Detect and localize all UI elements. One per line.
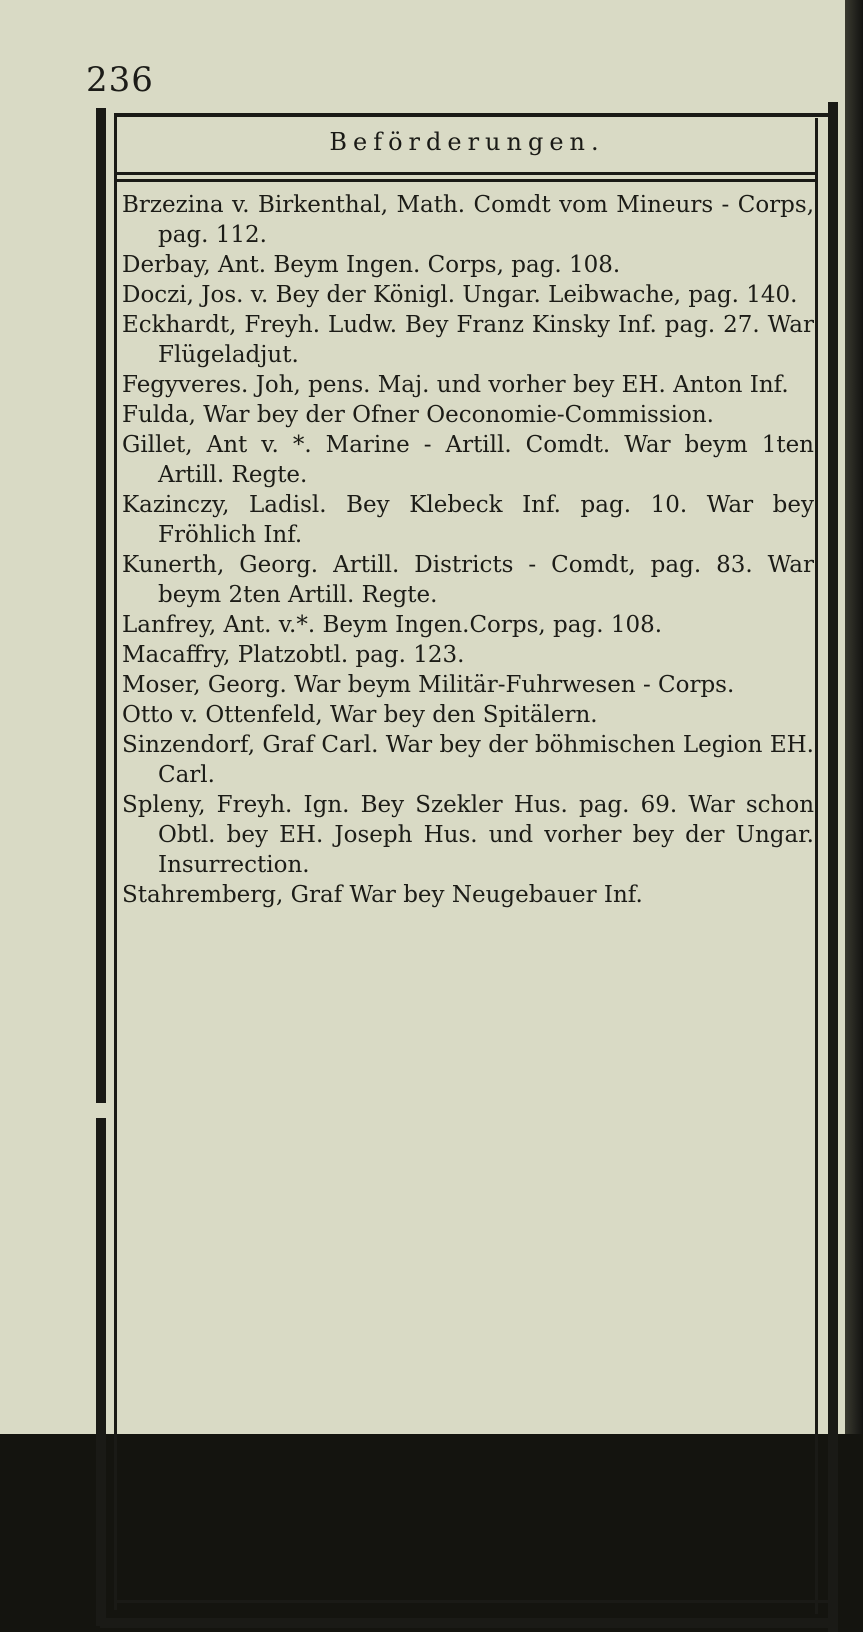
entry-text: Artill. Districts - Comdt, pag. 83. War beym 2ten Artill. Regte. (158, 552, 815, 608)
entry-text: Beym Ingen. Corps, pag. 108. (273, 252, 621, 278)
entry-name: Brzezina v. Birkenthal, (122, 192, 389, 218)
list-item (122, 880, 814, 910)
list-item (122, 310, 814, 370)
book-gutter-edge (845, 0, 863, 1434)
entry-text: War bey den Spitälern. (329, 702, 598, 728)
section-heading: Beförderungen. (329, 128, 605, 156)
entry-text: pens. Maj. und vorher bey EH. Anton Inf. (308, 372, 789, 398)
heading-rule-upper (117, 172, 817, 175)
entry-text: Platzobtl. pag. 123. (237, 642, 465, 668)
frame-bottom-thick-rule (100, 1618, 838, 1628)
list-item (122, 250, 814, 280)
entry-text: War beym Militär-Fuhrwesen - Corps. (294, 672, 735, 698)
entry-text: Bey Franz Kinsky Inf. pag. 27. War Flügeladjut. (158, 312, 815, 368)
entry-text: Bey der Königl. Ungar. Leibwache, pag. 140. (275, 282, 798, 308)
list-item (122, 490, 814, 550)
entry-name: Moser, Georg. (122, 672, 287, 698)
list-item (122, 670, 814, 700)
list-item (122, 190, 814, 250)
entry-name: Gillet, Ant v. *. (122, 432, 312, 458)
entry-list (122, 190, 814, 910)
frame-outer-left-lower (96, 1118, 106, 1626)
entry-name: Spleny, Freyh. Ign. (122, 792, 350, 818)
frame-outer-right (828, 102, 838, 1632)
entry-name: Stahremberg, Graf (122, 882, 343, 908)
entry-name: Doczi, Jos. v. (122, 282, 269, 308)
entry-name: Macaffry, (122, 642, 231, 668)
list-item (122, 400, 814, 430)
entry-text: Marine - Artill. Comdt. War beym 1ten Artill. Regte. (158, 432, 814, 488)
list-item (122, 280, 814, 310)
list-item (122, 790, 814, 880)
entry-name: Kunerth, Georg. (122, 552, 319, 578)
entry-text: War bey der böhmischen Legion EH. Carl. (158, 732, 814, 788)
entry-name: Eckhardt, Freyh. Ludw. (122, 312, 398, 338)
entry-name: Fegyveres. Joh, (122, 372, 301, 398)
entry-name: Otto v. Ottenfeld, (122, 702, 323, 728)
list-item (122, 640, 814, 670)
list-item (122, 610, 814, 640)
entry-text: Math. Comdt vom Mineurs - Corps, pag. 112. (158, 192, 815, 248)
entry-name: Kazinczy, Ladisl. (122, 492, 327, 518)
frame-outer-left-upper (96, 108, 106, 1103)
entry-name: Derbay, Ant. (122, 252, 267, 278)
frame-inner-right (815, 118, 818, 1614)
heading-rule-lower (117, 179, 817, 182)
entry-name: Sinzendorf, Graf Carl. (122, 732, 379, 758)
frame-bottom-rule (114, 1600, 838, 1603)
list-item (122, 370, 814, 400)
entry-text: Bey Szekler Hus. pag. 69. War schon Obtl. bey EH. Joseph Hus. und vorher bey der Ungar. Insurrection. (158, 792, 815, 878)
page-number: 236 (86, 60, 154, 100)
list-item (122, 430, 814, 490)
frame-inner-left (114, 116, 117, 1610)
list-item (122, 700, 814, 730)
entry-name: Fulda, (122, 402, 196, 428)
entry-name: Lanfrey, Ant. v.*. (122, 612, 316, 638)
entry-text: War bey Neugebauer Inf. (349, 882, 643, 908)
entry-text: Beym Ingen.Corps, pag. 108. (322, 612, 663, 638)
list-item (122, 730, 814, 790)
entry-text: War bey der Ofner Oeconomie-Commission. (203, 402, 714, 428)
frame-top-rule (114, 113, 838, 117)
list-item (122, 550, 814, 610)
entry-text: Bey Klebeck Inf. pag. 10. War bey Fröhlich Inf. (158, 492, 814, 548)
